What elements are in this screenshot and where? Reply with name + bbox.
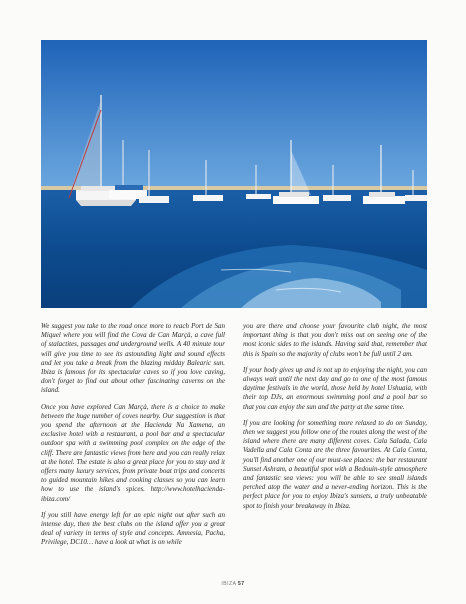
article-column-right bbox=[243, 322, 427, 518]
paragraph: If you are looking for something more relaxed to do on Sunday, then we suggest you follow one of the routes along the west of the island where there are many different coves. Cala Salada, Cala Vadella and Cala Conta are the three favourites. At Cala Conta, you'll find another one of our must-see places: the bar restaurant Sunset Ashram, a beautiful spot with a Bedouin-style atmosphere and fantastic sea views: you will be able to see small islands perched atop the water and a never-ending horizon. This is the perfect place for you to enjoy Ibiza's sunsets, a truly unbeatable spot to finish your breakaway in Ibiza. bbox=[243, 418, 427, 510]
paragraph: We suggest you take to the road once more to reach Port de San Miquel where you will find the Cova de Can Marçà, a cave full of stalactites, passages and underground wells. A 40 minute tour will give you time to see its astounding light and sound effects and let you take a break from the blazing midday Balearic sun. Ibiza is famous for its spectacular caves so if you love caving, don't forget to find out about other fascinating caverns on the island. bbox=[41, 322, 225, 395]
paragraph: Once you have explored Can Marçà, there is a choice to make between the huge number of coves nearby. Our suggestion is that you spend the afternoon at the Hacienda Na Xamena, an exclusive hotel with a restaurant, a pool bar and a spectacular outdoor spa with a swimming pool complex on the edge of the cliff. There are fantastic views from here and you can really relax at the hotel. The estate is also a great place for you to stay and it offers many luxury services, from private boat trips and concerts to guided mountain hikes and cooking classes so you can learn how to use the island's spices. http://www.hotelhacienda-ibiza.com/ bbox=[41, 402, 225, 503]
page-number: 57 bbox=[238, 581, 245, 587]
paragraph: you are there and choose your favourite club night, the most important thing is that you don't miss out on seeing one of the most iconic sides to the islands. Having said that, remember that this is Spain so the majority of clubs won't be full until 2 am. bbox=[243, 322, 427, 358]
page-footer bbox=[0, 581, 466, 587]
sailboats-photo bbox=[41, 40, 427, 308]
magazine-name: IBIZA bbox=[221, 581, 237, 587]
paragraph: If your body gives up and is not up to enjoying the night, you can always wait until the next day and go to one of the most famous daytime festivals in the world, those held by hotel Ushuaia, with their top DJs, an enormous swimming pool and a pool bar so that you can enjoy the sun and the party at the same time. bbox=[243, 365, 427, 411]
paragraph: If you still have energy left for an epic night out after such an intense day, then the best clubs on the island offer you a great deal of variety in terms of style and concepts. Amnesia, Pacha, Privilege, DC10… have a look at what is on while bbox=[41, 510, 225, 547]
article-column-left bbox=[41, 322, 225, 555]
